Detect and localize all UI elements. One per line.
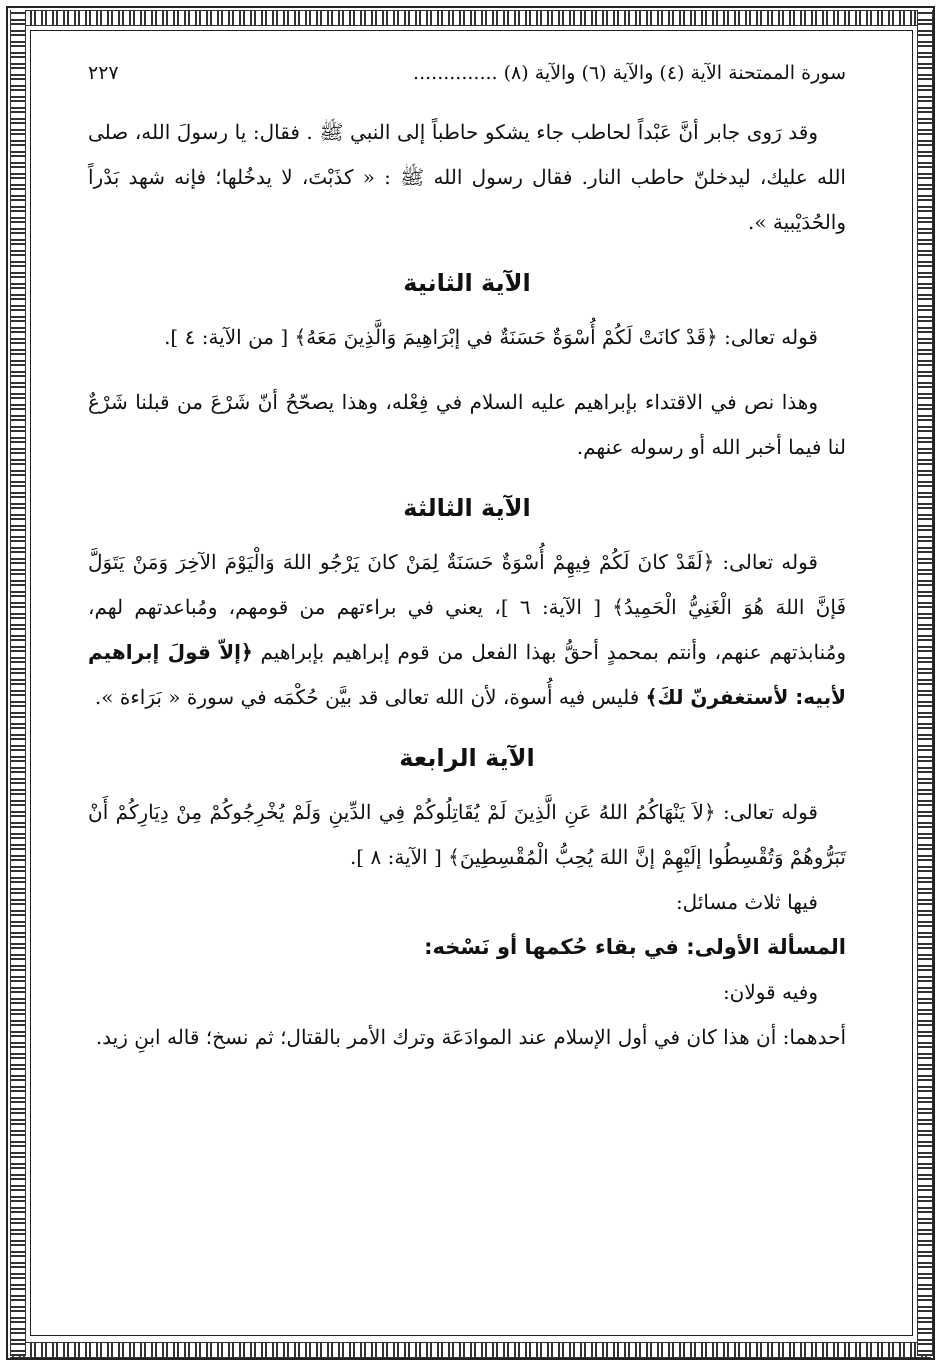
page-content xyxy=(88,60,846,1060)
page-number: ٢٢٧ xyxy=(88,62,119,84)
chain-border-bottom xyxy=(10,1342,931,1358)
paragraph-ayah-2-verse: قوله تعالى: ﴿قَدْ كانَتْ لَكُمْ أُسْوَةٌ حَسَنَةٌ في إبْرَاهِيمَ وَالَّذِينَ مَعَهُ﴾ [ من الآية: ٤ ]. xyxy=(164,325,818,349)
ayah-3-verse-text: قوله تعالى: ﴿لَقَدْ كانَ لَكُمْ فِيهِمْ أُسْوَةٌ حَسَنَةٌ لِمَنْ كانَ يَرْجُو اللهَ وَالْيَوْمَ الآخِرَ وَمَنْ يَتَوَلَّ فَإنَّ اللهَ هُوَ الْغَنِيُّ الْحَمِيدُ﴾ [ الآية: ٦ ]، يعني في براءتهم من قومهم، ومُباعدتهم لهم، ومُنابذتهم عنهم، وأنتم بمحمدٍ أحقُّ بهذا الفعل من قوم إبراهيم بإبراهيم xyxy=(88,550,847,664)
running-title: سورة الممتحنة الآية (٤) والآية (٦) والآية (٨) .............. xyxy=(413,62,846,84)
paragraph-ayah-2-comment: وهذا نص في الاقتداء بإبراهيم عليه السلام في فِعْله، وهذا يصحّحُ أنّ شَرْعَ من قبلنا شَرْعٌ لنا فيما أخبر الله أو رسوله عنهم. xyxy=(88,390,846,459)
chain-border-left xyxy=(10,10,26,1356)
paragraph-first-opinion: أحدهما: أن هذا كان في أول الإسلام عند الموادَعَة وترك الأمر بالقتال؛ ثم نسخ؛ قاله ابنِ زيد. xyxy=(95,1025,846,1049)
heading-ayah-4: الآية الرابعة xyxy=(399,744,535,772)
chain-border-top xyxy=(10,10,931,26)
paragraph-ayah-3 xyxy=(88,540,846,720)
heading-issue-1: المسألة الأولى: في بقاء حُكمها أو نَسْخه: xyxy=(424,935,846,959)
paragraph-two-opinions: وفيه قولان: xyxy=(722,980,818,1004)
ayah-3-bold-quote: ﴿إلاّ قولَ إبراهيم لأبيه: لأستغفرنّ لكَ﴾ xyxy=(88,640,846,709)
heading-ayah-3: الآية الثالثة xyxy=(403,494,531,522)
paragraph-ayah-4-verse: قوله تعالى: ﴿لاَ يَنْهَاكُمُ اللهُ عَنِ الَّذِينَ لَمْ يُقَاتِلُوكُمْ فِي الدِّينِ وَلَمْ يُخْرِجُوكُمْ مِنْ دِيَارِكُمْ أَنْ تَبَرُّوهُمْ وَتُقْسِطُوا إلَيْهِمْ إنَّ اللهَ يُحِبُّ الْمُقْسِطِينَ﴾ [ الآية: ٨ ]. xyxy=(88,800,846,869)
running-header xyxy=(88,60,846,86)
paragraph-three-issues: فيها ثلاث مسائل: xyxy=(675,890,818,914)
ayah-3-tail-text: فليس فيه أُسوة، لأن الله تعالى قد بيَّن حُكْمَه في سورة « بَرَاءة ». xyxy=(94,685,640,709)
heading-ayah-2: الآية الثانية xyxy=(403,269,531,297)
paragraph-jabir: وقد رَوى جابر أنَّ عَبْداً لحاطب جاء يشكو حاطباً إلى النبي ﷺ . فقال: يا رسولَ الله، صلى الله عليك، ليدخلنّ حاطب النار. فقال رسول الله ﷺ : « كذَبْتَ، لا يدخُلها؛ فإنه شهد بَدْراً والحُدَيْبية ». xyxy=(88,120,846,234)
chain-border-right xyxy=(917,10,933,1356)
